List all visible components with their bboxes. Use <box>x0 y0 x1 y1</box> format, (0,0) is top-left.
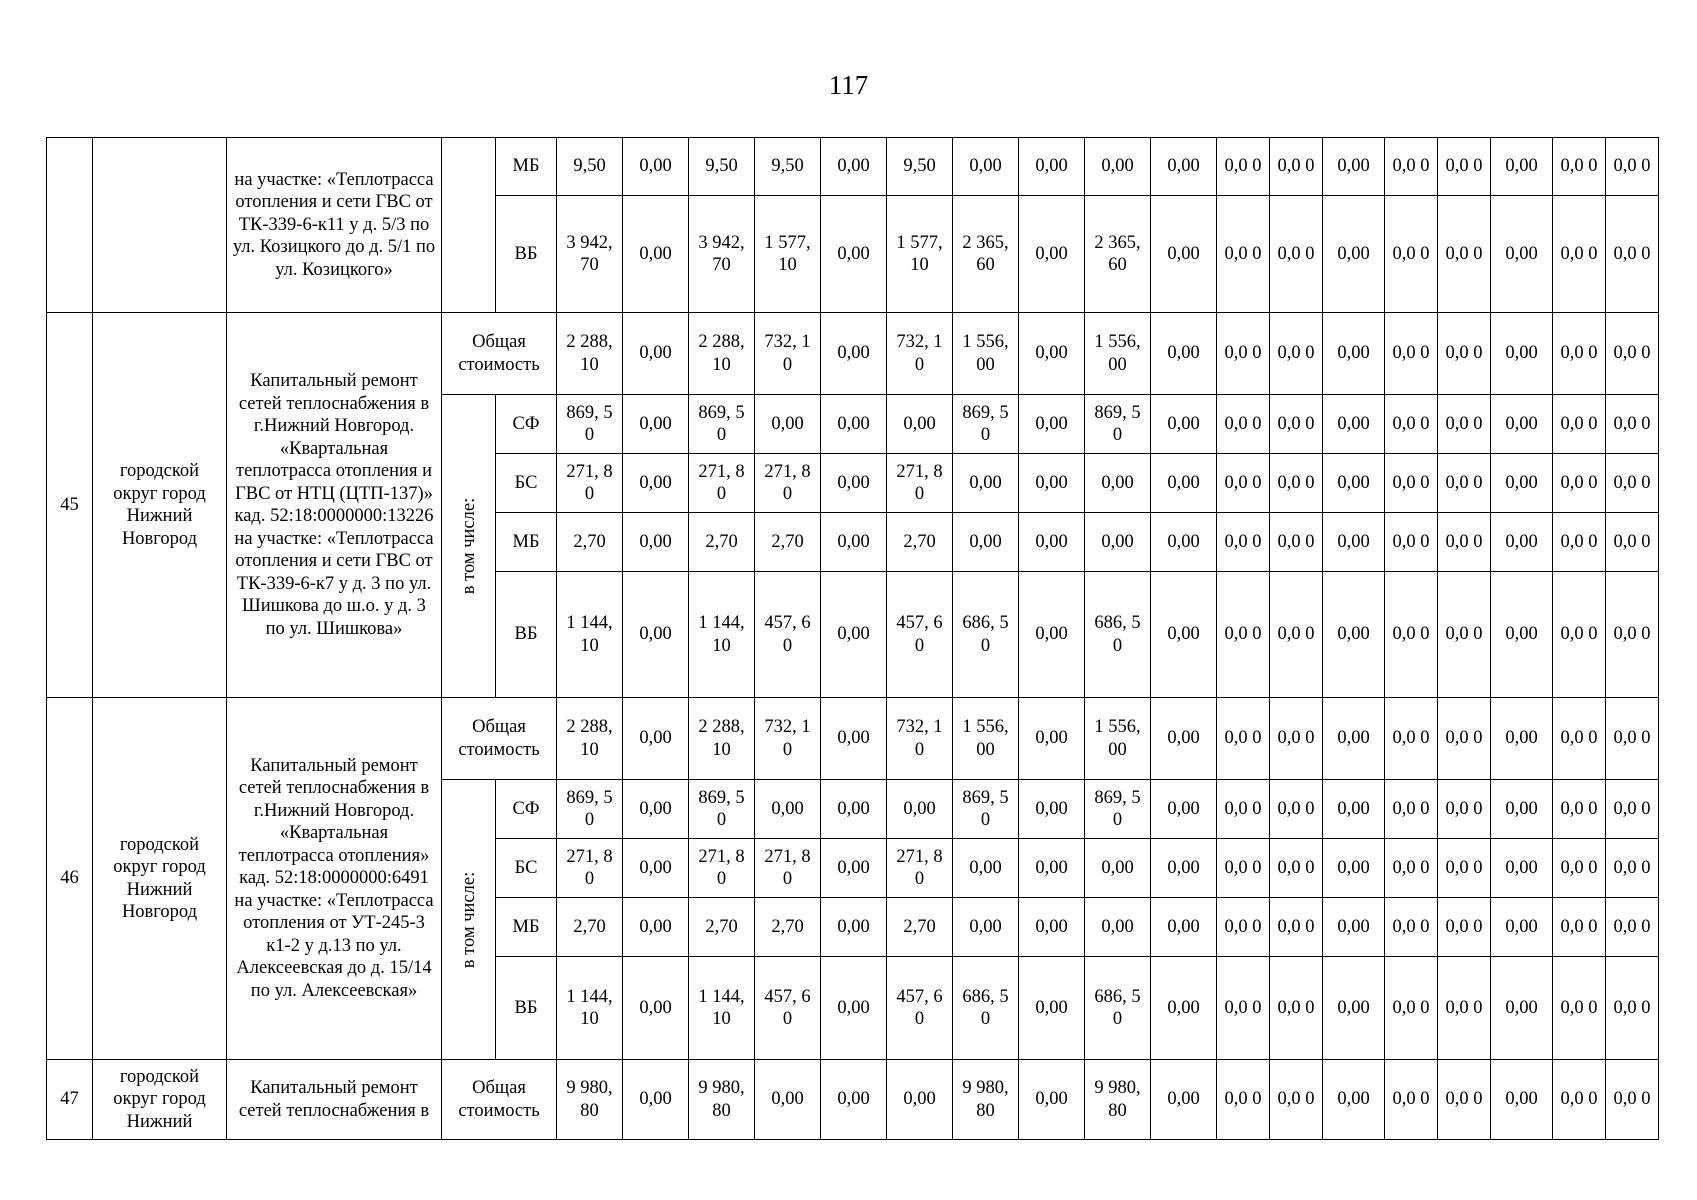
value-cell: 0,00 <box>1323 1060 1385 1140</box>
locality-cell: городской округ город Нижний Новгород <box>93 313 227 698</box>
value-cell: 2,70 <box>689 898 755 957</box>
value-cell: 0,00 <box>821 138 887 196</box>
value-cell: 1 144, 10 <box>557 572 623 698</box>
value-cell: 0,0 0 <box>1217 957 1270 1060</box>
value-cell: 2,70 <box>887 898 953 957</box>
value-cell: 0,0 0 <box>1438 780 1491 839</box>
value-cell: 0,00 <box>1323 698 1385 780</box>
value-cell: 0,00 <box>887 780 953 839</box>
value-cell: 0,00 <box>1323 513 1385 572</box>
value-cell: 869, 50 <box>689 395 755 454</box>
value-cell: 271, 80 <box>689 839 755 898</box>
value-cell: 0,00 <box>821 780 887 839</box>
value-cell: 0,00 <box>1323 839 1385 898</box>
value-cell: 0,0 0 <box>1270 957 1323 1060</box>
value-cell: 0,00 <box>755 395 821 454</box>
value-cell: 0,0 0 <box>1553 454 1606 513</box>
value-cell: 0,00 <box>887 395 953 454</box>
funding-source-label: ВБ <box>496 196 557 313</box>
value-cell: 0,00 <box>1491 395 1553 454</box>
value-cell: 0,00 <box>1085 898 1151 957</box>
value-cell: 2 288, 10 <box>689 313 755 395</box>
value-cell: 0,0 0 <box>1606 898 1659 957</box>
value-cell: 0,00 <box>1323 898 1385 957</box>
finance-table <box>46 137 1659 1140</box>
value-cell: 0,00 <box>821 957 887 1060</box>
value-cell: 0,00 <box>821 898 887 957</box>
value-cell: 0,00 <box>1491 513 1553 572</box>
value-cell: 0,0 0 <box>1270 196 1323 313</box>
value-cell: 2 288, 10 <box>557 313 623 395</box>
value-cell: 271, 80 <box>557 839 623 898</box>
value-cell: 0,00 <box>821 454 887 513</box>
value-cell: 2,70 <box>557 898 623 957</box>
including-label-cell <box>442 780 496 1060</box>
value-cell: 0,00 <box>1019 1060 1085 1140</box>
value-cell: 0,0 0 <box>1217 898 1270 957</box>
value-cell: 0,0 0 <box>1385 513 1438 572</box>
value-cell: 686, 50 <box>1085 572 1151 698</box>
row-number: 46 <box>47 698 93 1060</box>
value-cell: 0,0 0 <box>1438 839 1491 898</box>
value-cell: 0,0 0 <box>1385 454 1438 513</box>
value-cell: 1 577, 10 <box>887 196 953 313</box>
value-cell: 0,00 <box>1019 196 1085 313</box>
value-cell: 0,00 <box>953 138 1019 196</box>
value-cell: 0,0 0 <box>1270 513 1323 572</box>
value-cell: 686, 50 <box>1085 957 1151 1060</box>
value-cell: 0,00 <box>1019 572 1085 698</box>
value-cell: 0,0 0 <box>1217 513 1270 572</box>
description-cell: Капитальный ремонт сетей теплоснабжения в г.Нижний Новгород. «Квартальная теплотрасса отопления» кад. 52:18:0000000:6491 на участке: «Теплотрасса отопления от УТ-245-3 к1-2 у д.13 по ул. Алексеевская до д. 15/14 по ул. Алексеевская» <box>227 698 442 1060</box>
value-cell: 0,00 <box>1019 454 1085 513</box>
value-cell: 0,00 <box>821 395 887 454</box>
value-cell: 0,0 0 <box>1270 780 1323 839</box>
total-cost-label: Общая стоимость <box>442 698 557 780</box>
value-cell: 0,0 0 <box>1606 698 1659 780</box>
value-cell: 869, 50 <box>1085 780 1151 839</box>
value-cell: 0,0 0 <box>1217 839 1270 898</box>
value-cell: 0,0 0 <box>1385 313 1438 395</box>
value-cell: 0,0 0 <box>1438 698 1491 780</box>
value-cell: 0,00 <box>623 513 689 572</box>
value-cell: 0,00 <box>1151 839 1217 898</box>
value-cell: 0,00 <box>1151 454 1217 513</box>
funding-source-label: БС <box>496 839 557 898</box>
value-cell: 869, 50 <box>689 780 755 839</box>
value-cell: 0,00 <box>623 1060 689 1140</box>
value-cell: 1 556, 00 <box>1085 313 1151 395</box>
value-cell: 9,50 <box>887 138 953 196</box>
value-cell: 0,00 <box>1085 513 1151 572</box>
value-cell: 1 144, 10 <box>557 957 623 1060</box>
value-cell: 0,0 0 <box>1553 395 1606 454</box>
value-cell: 0,00 <box>821 313 887 395</box>
total-cost-label: Общая стоимость <box>442 313 557 395</box>
value-cell: 2,70 <box>755 513 821 572</box>
value-cell: 1 556, 00 <box>953 313 1019 395</box>
value-cell: 0,0 0 <box>1217 196 1270 313</box>
value-cell: 0,0 0 <box>1606 454 1659 513</box>
value-cell: 0,0 0 <box>1438 513 1491 572</box>
value-cell: 0,0 0 <box>1270 839 1323 898</box>
value-cell: 0,00 <box>623 957 689 1060</box>
value-cell: 0,0 0 <box>1270 698 1323 780</box>
value-cell: 0,00 <box>623 454 689 513</box>
value-cell: 0,0 0 <box>1606 572 1659 698</box>
value-cell: 0,00 <box>1323 780 1385 839</box>
value-cell: 0,0 0 <box>1217 313 1270 395</box>
funding-source-label: ВБ <box>496 572 557 698</box>
value-cell: 0,00 <box>623 313 689 395</box>
value-cell: 0,00 <box>623 572 689 698</box>
value-cell: 0,0 0 <box>1553 898 1606 957</box>
value-cell: 0,0 0 <box>1217 572 1270 698</box>
value-cell: 0,00 <box>1151 196 1217 313</box>
value-cell: 0,00 <box>1019 698 1085 780</box>
value-cell: 0,00 <box>1151 698 1217 780</box>
value-cell: 0,00 <box>1151 957 1217 1060</box>
value-cell: 0,0 0 <box>1606 395 1659 454</box>
value-cell: 2,70 <box>557 513 623 572</box>
value-cell: 0,00 <box>1019 395 1085 454</box>
value-cell: 0,00 <box>953 454 1019 513</box>
locality-cell: городской округ город Нижний Новгород <box>93 698 227 1060</box>
value-cell: 2 365, 60 <box>953 196 1019 313</box>
value-cell: 0,0 0 <box>1553 138 1606 196</box>
value-cell: 0,00 <box>1491 780 1553 839</box>
value-cell: 686, 50 <box>953 572 1019 698</box>
value-cell: 0,00 <box>623 395 689 454</box>
value-cell: 0,00 <box>821 698 887 780</box>
value-cell: 9 980, 80 <box>689 1060 755 1140</box>
value-cell: 2,70 <box>755 898 821 957</box>
value-cell: 0,0 0 <box>1270 898 1323 957</box>
value-cell: 0,00 <box>755 780 821 839</box>
value-cell: 869, 50 <box>953 395 1019 454</box>
value-cell: 0,00 <box>755 1060 821 1140</box>
value-cell: 0,00 <box>1151 395 1217 454</box>
value-cell: 0,0 0 <box>1385 780 1438 839</box>
value-cell: 0,0 0 <box>1438 957 1491 1060</box>
value-cell: 732, 10 <box>887 698 953 780</box>
value-cell: 0,0 0 <box>1606 780 1659 839</box>
value-cell: 3 942, 70 <box>557 196 623 313</box>
value-cell: 0,0 0 <box>1553 698 1606 780</box>
value-cell: 732, 10 <box>887 313 953 395</box>
description-cell: Капитальный ремонт сетей теплоснабжения в г.Нижний Новгород. «Квартальная теплотрасса отопления и ГВС от НТЦ (ЦТП-137)» кад. 52:18:0000000:13226 на участке: «Теплотрасса отопления и сети ГВС от ТК-339-6-к7 у д. 3 по ул. Шишкова до ш.о. у д. 3 по ул. Шишкова» <box>227 313 442 698</box>
value-cell: 0,0 0 <box>1385 572 1438 698</box>
funding-source-label: МБ <box>496 898 557 957</box>
including-label: в том числе: <box>458 497 479 595</box>
value-cell: 1 577, 10 <box>755 196 821 313</box>
value-cell: 0,0 0 <box>1385 957 1438 1060</box>
value-cell: 0,00 <box>1491 196 1553 313</box>
value-cell: 0,00 <box>1085 839 1151 898</box>
including-label-cell <box>442 395 496 698</box>
value-cell: 0,0 0 <box>1217 395 1270 454</box>
value-cell: 0,0 0 <box>1438 1060 1491 1140</box>
value-cell: 3 942, 70 <box>689 196 755 313</box>
value-cell: 271, 80 <box>887 454 953 513</box>
value-cell: 0,00 <box>1151 513 1217 572</box>
value-cell: 271, 80 <box>755 839 821 898</box>
value-cell: 0,0 0 <box>1217 454 1270 513</box>
value-cell: 0,00 <box>1151 313 1217 395</box>
value-cell: 9,50 <box>755 138 821 196</box>
value-cell: 0,0 0 <box>1606 839 1659 898</box>
value-cell: 0,00 <box>1151 1060 1217 1140</box>
value-cell: 0,0 0 <box>1385 698 1438 780</box>
description-cell: на участке: «Теплотрасса отопления и сети ГВС от ТК-339-6-к11 у д. 5/3 по ул. Козицкого до д. 5/1 по ул. Козицкого» <box>227 138 442 313</box>
value-cell: 0,00 <box>1323 313 1385 395</box>
value-cell: 0,0 0 <box>1553 1060 1606 1140</box>
value-cell: 0,00 <box>1491 572 1553 698</box>
value-cell: 0,0 0 <box>1553 780 1606 839</box>
value-cell: 0,0 0 <box>1606 957 1659 1060</box>
value-cell: 2,70 <box>887 513 953 572</box>
value-cell: 0,0 0 <box>1438 138 1491 196</box>
value-cell: 271, 80 <box>755 454 821 513</box>
value-cell: 0,00 <box>1085 454 1151 513</box>
value-cell: 0,0 0 <box>1553 839 1606 898</box>
value-cell: 0,00 <box>1491 138 1553 196</box>
value-cell: 0,00 <box>1491 698 1553 780</box>
value-cell: 0,0 0 <box>1606 138 1659 196</box>
value-cell: 0,00 <box>1085 138 1151 196</box>
funding-source-label: МБ <box>496 513 557 572</box>
value-cell: 0,0 0 <box>1553 513 1606 572</box>
value-cell: 457, 60 <box>755 957 821 1060</box>
value-cell: 0,0 0 <box>1270 572 1323 698</box>
value-cell: 0,00 <box>1491 1060 1553 1140</box>
value-cell: 0,0 0 <box>1385 138 1438 196</box>
value-cell: 0,00 <box>887 1060 953 1140</box>
value-cell: 0,00 <box>1491 454 1553 513</box>
value-cell: 0,0 0 <box>1270 1060 1323 1140</box>
value-cell: 0,00 <box>1323 395 1385 454</box>
value-cell: 0,0 0 <box>1438 196 1491 313</box>
value-cell: 0,00 <box>821 513 887 572</box>
value-cell: 732, 10 <box>755 698 821 780</box>
value-cell: 0,0 0 <box>1385 839 1438 898</box>
value-cell: 0,00 <box>1323 138 1385 196</box>
including-label-cell <box>442 138 496 313</box>
funding-source-label: ВБ <box>496 957 557 1060</box>
value-cell: 0,0 0 <box>1606 1060 1659 1140</box>
value-cell: 0,0 0 <box>1553 957 1606 1060</box>
value-cell: 0,0 0 <box>1270 313 1323 395</box>
value-cell: 0,00 <box>953 898 1019 957</box>
value-cell: 0,00 <box>623 839 689 898</box>
value-cell: 869, 50 <box>557 780 623 839</box>
value-cell: 0,0 0 <box>1217 1060 1270 1140</box>
value-cell: 0,00 <box>1019 313 1085 395</box>
value-cell: 0,00 <box>1491 898 1553 957</box>
value-cell: 0,00 <box>623 138 689 196</box>
value-cell: 0,0 0 <box>1385 395 1438 454</box>
value-cell: 0,00 <box>821 196 887 313</box>
funding-source-label: СФ <box>496 395 557 454</box>
value-cell: 732, 10 <box>755 313 821 395</box>
value-cell: 0,00 <box>1491 313 1553 395</box>
value-cell: 0,00 <box>1323 454 1385 513</box>
value-cell: 0,0 0 <box>1270 454 1323 513</box>
value-cell: 0,00 <box>1019 780 1085 839</box>
value-cell: 0,00 <box>623 898 689 957</box>
funding-source-label: БС <box>496 454 557 513</box>
locality-cell: городской округ город Нижний <box>93 1060 227 1140</box>
value-cell: 0,00 <box>623 196 689 313</box>
value-cell: 0,0 0 <box>1606 313 1659 395</box>
total-cost-label: Общая стоимость <box>442 1060 557 1140</box>
value-cell: 0,00 <box>1323 572 1385 698</box>
value-cell: 0,0 0 <box>1553 313 1606 395</box>
value-cell: 0,0 0 <box>1438 572 1491 698</box>
value-cell: 686, 50 <box>953 957 1019 1060</box>
value-cell: 0,0 0 <box>1217 138 1270 196</box>
value-cell: 457, 60 <box>887 572 953 698</box>
value-cell: 0,00 <box>1151 572 1217 698</box>
value-cell: 869, 50 <box>953 780 1019 839</box>
value-cell: 1 144, 10 <box>689 957 755 1060</box>
value-cell: 0,0 0 <box>1438 313 1491 395</box>
value-cell: 0,0 0 <box>1438 454 1491 513</box>
value-cell: 9,50 <box>689 138 755 196</box>
value-cell: 271, 80 <box>689 454 755 513</box>
table-row <box>47 698 1659 780</box>
value-cell: 1 144, 10 <box>689 572 755 698</box>
value-cell: 0,0 0 <box>1385 196 1438 313</box>
value-cell: 0,00 <box>953 513 1019 572</box>
value-cell: 9 980, 80 <box>953 1060 1019 1140</box>
value-cell: 0,00 <box>1019 138 1085 196</box>
value-cell: 0,0 0 <box>1270 138 1323 196</box>
value-cell: 0,0 0 <box>1217 780 1270 839</box>
value-cell: 271, 80 <box>557 454 623 513</box>
value-cell: 9,50 <box>557 138 623 196</box>
value-cell: 0,00 <box>821 1060 887 1140</box>
row-number: 47 <box>47 1060 93 1140</box>
value-cell: 2,70 <box>689 513 755 572</box>
value-cell: 0,00 <box>1151 780 1217 839</box>
value-cell: 0,00 <box>821 839 887 898</box>
value-cell: 0,00 <box>623 698 689 780</box>
value-cell: 1 556, 00 <box>953 698 1019 780</box>
value-cell: 0,0 0 <box>1217 698 1270 780</box>
value-cell: 9 980, 80 <box>557 1060 623 1140</box>
value-cell: 0,00 <box>1019 898 1085 957</box>
value-cell: 0,0 0 <box>1438 395 1491 454</box>
value-cell: 0,00 <box>953 839 1019 898</box>
including-label: в том числе: <box>458 871 479 968</box>
funding-source-label: СФ <box>496 780 557 839</box>
value-cell: 0,00 <box>1019 839 1085 898</box>
value-cell: 0,0 0 <box>1606 196 1659 313</box>
value-cell: 0,00 <box>1491 839 1553 898</box>
value-cell: 869, 50 <box>557 395 623 454</box>
value-cell: 0,00 <box>1151 898 1217 957</box>
value-cell: 2 365, 60 <box>1085 196 1151 313</box>
value-cell: 2 288, 10 <box>689 698 755 780</box>
value-cell: 0,00 <box>1323 957 1385 1060</box>
value-cell: 0,0 0 <box>1270 395 1323 454</box>
value-cell: 0,00 <box>1491 957 1553 1060</box>
value-cell: 1 556, 00 <box>1085 698 1151 780</box>
funding-source-label: МБ <box>496 138 557 196</box>
value-cell: 0,00 <box>1151 138 1217 196</box>
value-cell: 9 980, 80 <box>1085 1060 1151 1140</box>
description-cell: Капитальный ремонт сетей теплоснабжения в <box>227 1060 442 1140</box>
value-cell: 0,0 0 <box>1553 572 1606 698</box>
row-number <box>47 138 93 313</box>
value-cell: 2 288, 10 <box>557 698 623 780</box>
row-number: 45 <box>47 313 93 698</box>
value-cell: 0,0 0 <box>1438 898 1491 957</box>
value-cell: 869, 50 <box>1085 395 1151 454</box>
page-number: 117 <box>828 70 869 100</box>
value-cell: 0,0 0 <box>1606 513 1659 572</box>
value-cell: 0,00 <box>1323 196 1385 313</box>
value-cell: 0,0 0 <box>1385 898 1438 957</box>
value-cell: 457, 60 <box>887 957 953 1060</box>
table-row <box>47 138 1659 196</box>
value-cell: 0,00 <box>1019 513 1085 572</box>
value-cell: 457, 60 <box>755 572 821 698</box>
value-cell: 0,00 <box>623 780 689 839</box>
locality-cell <box>93 138 227 313</box>
value-cell: 0,0 0 <box>1553 196 1606 313</box>
table-row <box>47 1060 1659 1140</box>
value-cell: 271, 80 <box>887 839 953 898</box>
value-cell: 0,0 0 <box>1385 1060 1438 1140</box>
value-cell: 0,00 <box>821 572 887 698</box>
value-cell: 0,00 <box>1019 957 1085 1060</box>
table-row <box>47 313 1659 395</box>
